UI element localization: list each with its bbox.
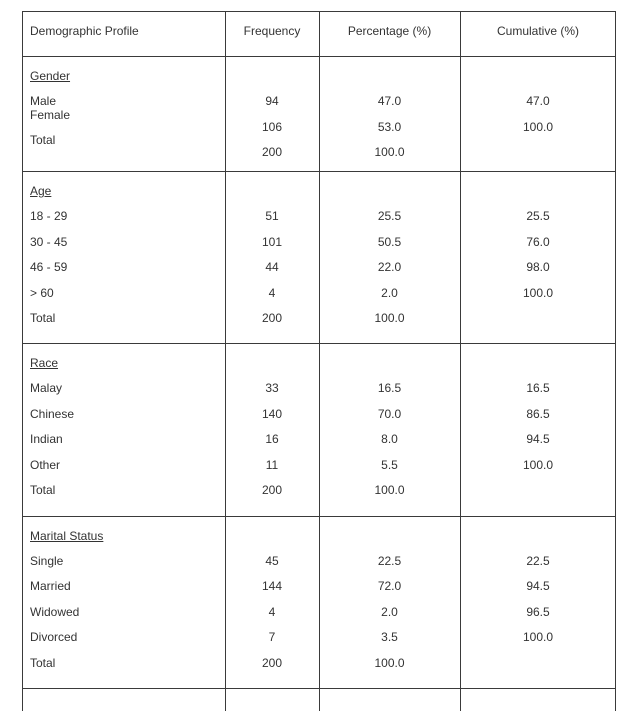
cell-divorced-cumulative: 100.0 [522,630,554,644]
header-percentage: Percentage (%) [347,24,432,38]
row-label-age-over-60: > 60 [30,286,54,300]
section-divider-age [22,343,616,344]
cell-age-over-60-percentage: 2.0 [381,286,398,300]
row-label-married: Married [30,579,71,593]
row-label-widowed: Widowed [30,605,80,619]
row-label-chinese: Chinese [30,407,75,421]
cell-male-percentage: 47.0 [377,94,402,108]
cell-age-46-59-frequency: 44 [265,260,279,274]
cell-age-30-45-frequency: 101 [261,235,283,249]
table-border-left [22,11,23,711]
cell-widowed-percentage: 2.0 [381,605,398,619]
row-label-other: Other [30,458,61,472]
cell-chinese-cumulative: 86.5 [526,407,550,421]
row-label-male: Male [30,94,57,108]
header-cumulative: Cumulative (%) [496,24,580,38]
section-title-marital-status: Marital Status [30,529,104,543]
cell-malay-frequency: 33 [265,381,279,395]
header-divider [22,56,616,57]
cell-married-frequency: 144 [261,579,283,593]
cell-widowed-cumulative: 96.5 [526,605,550,619]
cell-age-46-59-percentage: 22.0 [377,260,402,274]
cell-indian-cumulative: 94.5 [526,432,550,446]
table-border-top [22,11,616,12]
section-divider-marital [22,688,616,689]
demographic-table [22,11,616,711]
cell-other-percentage: 5.5 [381,458,398,472]
cell-age-over-60-cumulative: 100.0 [522,286,554,300]
header-demographic-profile: Demographic Profile [30,24,139,38]
cell-widowed-frequency: 4 [268,605,276,619]
row-label-single: Single [30,554,64,568]
cell-age-46-59-cumulative: 98.0 [526,260,550,274]
cell-gender-total-frequency: 200 [261,145,283,159]
cell-divorced-frequency: 7 [268,630,276,644]
cell-male-cumulative: 47.0 [526,94,550,108]
row-label-indian: Indian [30,432,63,446]
cell-malay-cumulative: 16.5 [526,381,550,395]
row-label-divorced: Divorced [30,630,78,644]
cell-age-18-29-percentage: 25.5 [377,209,402,223]
cell-married-cumulative: 94.5 [526,579,550,593]
cell-race-total-percentage: 100.0 [374,483,405,497]
cell-single-cumulative: 22.5 [526,554,550,568]
row-label-race-total: Total [30,483,56,497]
cell-indian-frequency: 16 [265,432,279,446]
cell-age-total-frequency: 200 [261,311,283,325]
section-title-race: Race [30,356,59,370]
cell-single-frequency: 45 [265,554,279,568]
cell-indian-percentage: 8.0 [381,432,398,446]
cell-chinese-percentage: 70.0 [377,407,402,421]
row-label-gender-total: Total [30,133,56,147]
cell-female-frequency: 106 [261,120,283,134]
cell-married-percentage: 72.0 [377,579,402,593]
section-title-age: Age [30,184,52,198]
row-label-age-46-59: 46 - 59 [30,260,68,274]
cell-gender-total-percentage: 100.0 [374,145,405,159]
row-label-age-18-29: 18 - 29 [30,209,68,223]
section-divider-gender [22,171,616,172]
cell-age-total-percentage: 100.0 [374,311,405,325]
cell-marital-total-frequency: 200 [261,656,283,670]
cell-single-percentage: 22.5 [377,554,402,568]
cell-other-frequency: 11 [265,458,279,472]
cell-malay-percentage: 16.5 [377,381,402,395]
row-label-age-30-45: 30 - 45 [30,235,68,249]
row-label-marital-total: Total [30,656,56,670]
cell-divorced-percentage: 3.5 [381,630,398,644]
cell-age-over-60-frequency: 4 [268,286,276,300]
row-label-age-total: Total [30,311,56,325]
cell-age-30-45-cumulative: 76.0 [526,235,550,249]
section-divider-race [22,516,616,517]
cell-marital-total-percentage: 100.0 [374,656,405,670]
row-label-malay: Malay [30,381,63,395]
header-frequency: Frequency [243,24,301,38]
cell-age-30-45-percentage: 50.5 [377,235,402,249]
cell-other-cumulative: 100.0 [522,458,554,472]
row-label-female: Female [30,108,71,122]
cell-chinese-frequency: 140 [261,407,283,421]
cell-male-frequency: 94 [265,94,279,108]
cell-race-total-frequency: 200 [261,483,283,497]
cell-female-cumulative: 100.0 [522,120,554,134]
cell-age-18-29-cumulative: 25.5 [526,209,550,223]
cell-female-percentage: 53.0 [377,120,402,134]
cell-age-18-29-frequency: 51 [265,209,279,223]
section-title-gender: Gender [30,69,71,83]
